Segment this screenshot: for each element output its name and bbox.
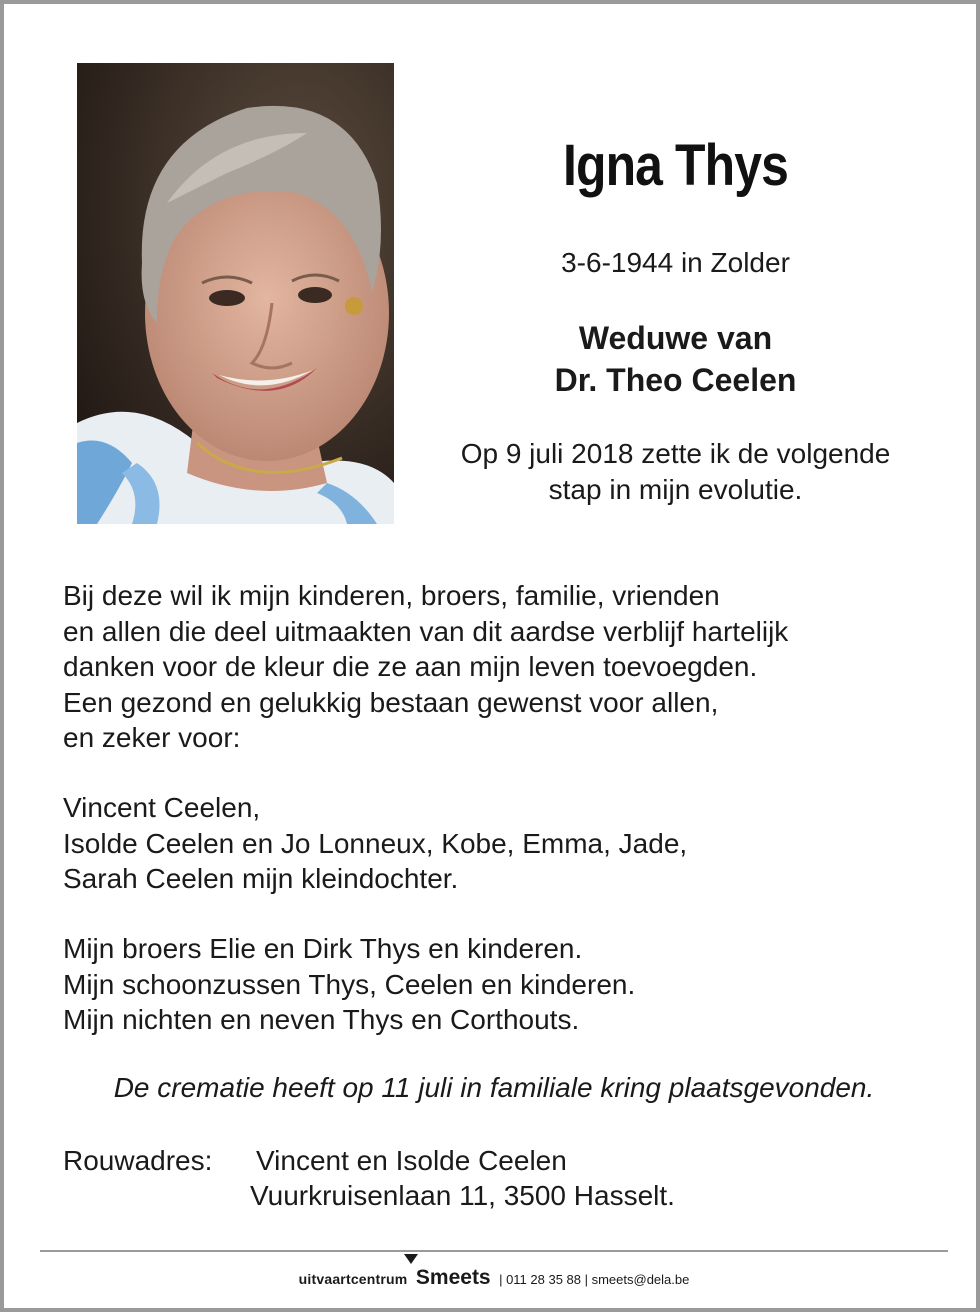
- family-paragraph: [63, 790, 943, 897]
- text-line: en zeker voor:: [63, 722, 241, 753]
- portrait-photo: [77, 63, 394, 524]
- footer-divider: [40, 1250, 948, 1252]
- text-line: Een gezond en gelukkig bestaan gewenst voor allen,: [63, 686, 719, 718]
- passing-statement: [424, 436, 927, 508]
- funeral-home-brand: Smeets: [415, 1266, 491, 1289]
- funeral-home-contact: | 011 28 35 88 | smeets@dela.be: [499, 1272, 690, 1287]
- text-line: Mijn schoonzussen Thys, Ceelen en kinderen.: [63, 968, 636, 1000]
- address-names: Vincent en Isolde Ceelen: [256, 1145, 567, 1176]
- deceased-name: Igna Thys: [562, 133, 789, 198]
- funeral-home-footer: [4, 1266, 980, 1296]
- widow-line: Weduwe van: [578, 320, 773, 356]
- funeral-home-prefix: uitvaartcentrum: [298, 1271, 408, 1287]
- thanks-paragraph: [63, 578, 943, 756]
- text-line: en allen die deel uitmaakten van dit aardse verblijf hartelijk: [63, 615, 789, 647]
- text-line: Mijn nichten en neven Thys en Corthouts.: [63, 1004, 580, 1035]
- text-line: Vincent Ceelen,: [63, 792, 261, 823]
- funeral-home-logo: [416, 1266, 491, 1289]
- text-line: Isolde Ceelen en Jo Lonneux, Kobe, Emma, Jade,: [63, 827, 688, 859]
- logo-triangle-icon: [404, 1254, 418, 1264]
- text-line: Sarah Ceelen mijn kleindochter.: [63, 863, 459, 894]
- passing-line: Op 9 juli 2018 zette ik de volgende: [460, 438, 891, 469]
- text-line: Mijn broers Elie en Dirk Thys en kinderen.: [63, 933, 583, 964]
- birth-info: 3-6-1944 in Zolder: [561, 247, 790, 278]
- address-label: Rouwadres:: [63, 1145, 213, 1176]
- text-line: Bij deze wil ik mijn kinderen, broers, familie, vrienden: [63, 580, 720, 611]
- relatives-paragraph: [63, 931, 943, 1038]
- cremation-notice: De crematie heeft op 11 juli in familiale kring plaatsgevonden.: [113, 1072, 875, 1103]
- address-street: Vuurkruisenlaan 11, 3500 Hasselt.: [250, 1180, 675, 1211]
- passing-line: stap in mijn evolutie.: [548, 474, 803, 505]
- text-line: danken voor de kleur die ze aan mijn leven toevoegden.: [63, 651, 758, 682]
- widow-of: [434, 317, 917, 401]
- spouse-name: Dr. Theo Ceelen: [554, 362, 797, 398]
